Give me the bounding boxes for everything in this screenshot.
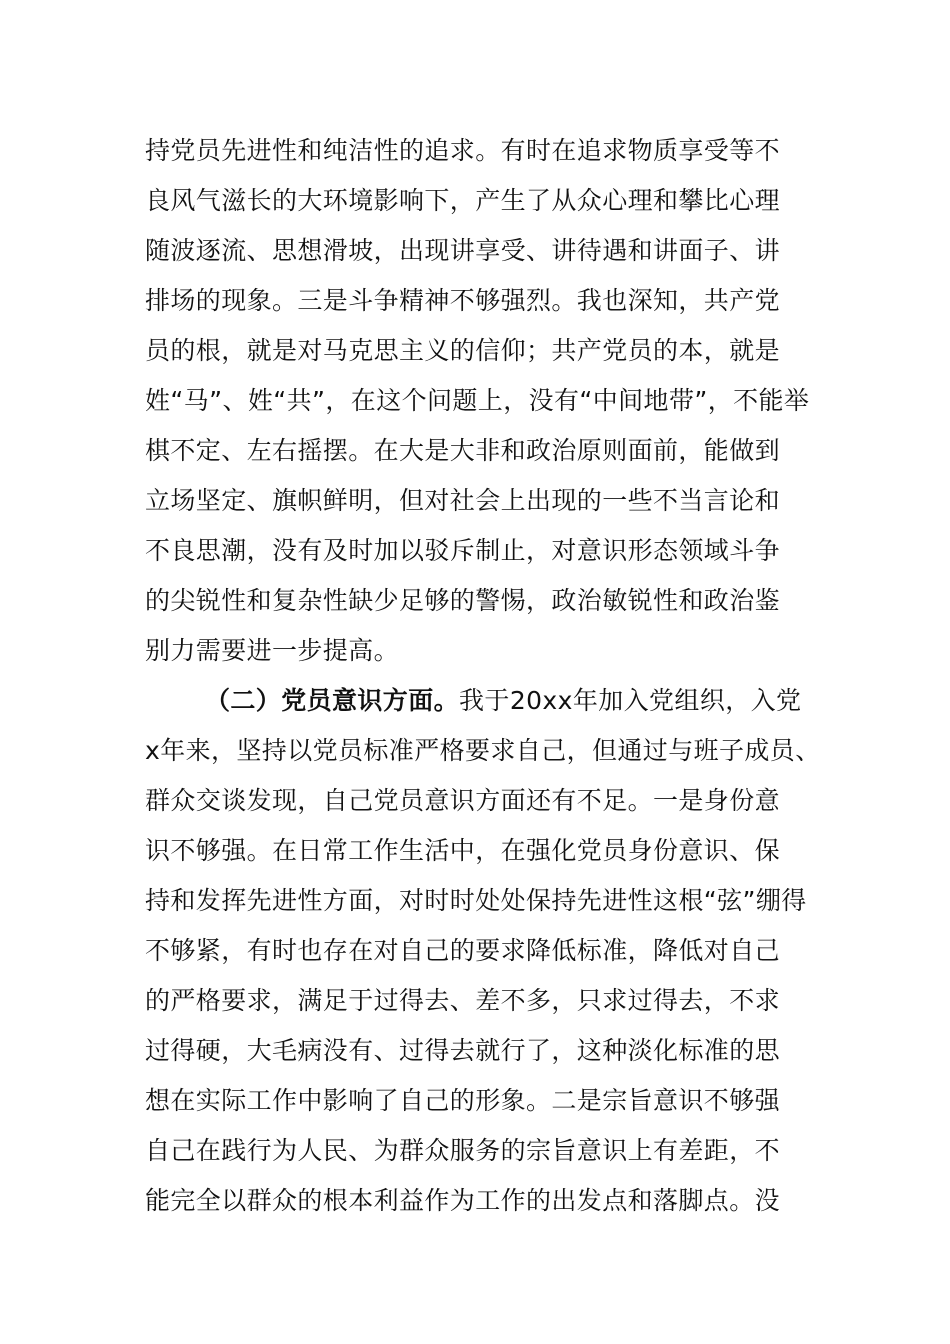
text-line: 群众交谈发现，自己党员意识方面还有不足。一是身份意 xyxy=(145,786,781,815)
section-heading: （二）党员意识方面。 xyxy=(205,686,460,715)
text-line: 随波逐流、思想滑坡，出现讲享受、讲待遇和讲面子、讲 xyxy=(145,236,781,265)
text-line: 过得硬，大毛病没有、过得去就行了，这种淡化标准的思 xyxy=(145,1036,781,1065)
text-line: 别力需要进一步提高。 xyxy=(145,636,400,665)
section-first-line-text: 我于20xx年加入党组织，入党 xyxy=(459,686,802,715)
text-line: 不够紧，有时也存在对自己的要求降低标准，降低对自己 xyxy=(145,936,781,965)
section-heading-line xyxy=(205,676,845,726)
text-line: 持和发挥先进性方面，对时时处处保持先进性这根“弦”绷得 xyxy=(145,886,807,915)
text-line: 的严格要求，满足于过得去、差不多，只求过得去，不求 xyxy=(145,986,781,1015)
text-line: 能完全以群众的根本利益作为工作的出发点和落脚点。没 xyxy=(145,1186,781,1215)
text-line: 想在实际工作中影响了自己的形象。二是宗旨意识不够强 xyxy=(145,1086,781,1115)
text-line: 的尖锐性和复杂性缺少足够的警惕，政治敏锐性和政治鉴 xyxy=(145,586,781,615)
text-line: 立场坚定、旗帜鲜明，但对社会上出现的一些不当言论和 xyxy=(145,486,781,515)
text-line: 良风气滋长的大环境影响下，产生了从众心理和攀比心理 xyxy=(145,186,781,215)
text-line: 不良思潮，没有及时加以驳斥制止，对意识形态领域斗争 xyxy=(145,536,781,565)
text-line: 持党员先进性和纯洁性的追求。有时在追求物质享受等不 xyxy=(145,136,781,165)
text-line: 排场的现象。三是斗争精神不够强烈。我也深知，共产党 xyxy=(145,286,781,315)
text-line: 员的根，就是对马克思主义的信仰；共产党员的本，就是 xyxy=(145,336,781,365)
text-line: 姓“马”、姓“共”，在这个问题上，没有“中间地带”，不能举 xyxy=(145,386,810,415)
text-line: 自己在践行为人民、为群众服务的宗旨意识上有差距，不 xyxy=(145,1136,781,1165)
text-line: 棋不定、左右摇摆。在大是大非和政治原则面前，能做到 xyxy=(145,436,781,465)
text-line: x年来，坚持以党员标准严格要求自己，但通过与班子成员、 xyxy=(145,736,821,765)
text-line: 识不够强。在日常工作生活中，在强化党员身份意识、保 xyxy=(145,836,781,865)
